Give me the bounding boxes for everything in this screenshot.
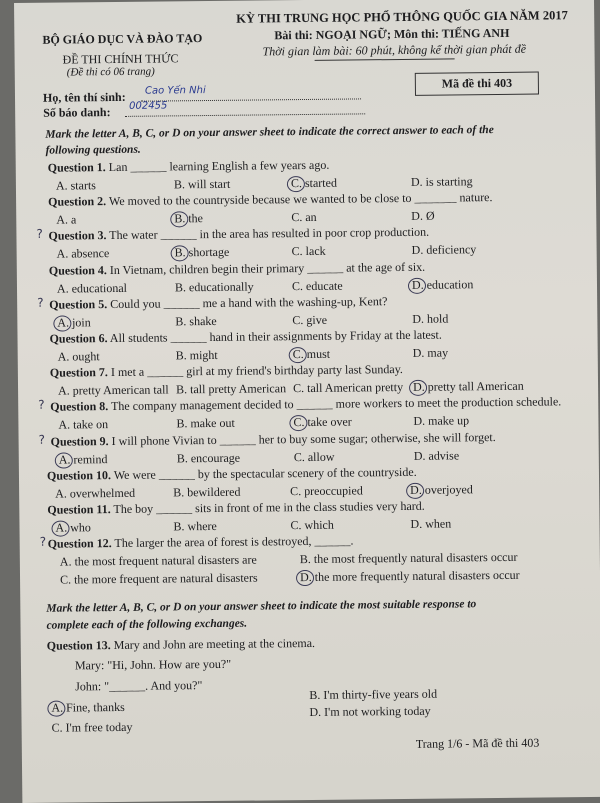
q11-option-d: D. when — [410, 516, 452, 531]
exam-page — [14, 0, 600, 803]
answer-circle — [406, 483, 424, 499]
q6-option-d: D. may — [412, 345, 449, 360]
pages-note: (Đề thi có 06 trang) — [66, 65, 155, 79]
q8-option-d: D. make up — [413, 413, 470, 429]
question-text: The company management decided to ______ more workers to meet the production schedule. — [110, 394, 562, 414]
answer-circle — [51, 520, 69, 536]
q7-option-b: B. tall pretty American — [175, 381, 287, 397]
answer-circle — [287, 176, 305, 192]
q5-option-b: B. shake — [175, 313, 217, 329]
q3-option-b: B. shortage — [175, 245, 230, 261]
question-number: Question 2. — [48, 194, 107, 209]
q1-option-c: C. started — [291, 176, 337, 191]
q3-option-d: D. deficiency — [411, 242, 477, 258]
q2-option-a: A. a — [56, 212, 77, 227]
pencil-mark-icon: ? — [38, 398, 45, 413]
answer-circle — [55, 452, 73, 468]
q11-option-c: C. which — [290, 517, 334, 533]
question-number: Question 10. — [46, 467, 112, 483]
exam-title: KỲ THI TRUNG HỌC PHỔ THÔNG QUỐC GIA NĂM 2017 — [236, 8, 568, 26]
question-5 — [49, 294, 387, 313]
question-text: We moved to the countryside because we wanted to be close to _______ nature. — [108, 190, 493, 209]
question-9 — [51, 430, 496, 450]
instruction-part1-line1: Mark the letter A, B, C, or D on your answer sheet to indicate the correct answer to each of the — [45, 124, 494, 141]
q5-option-a: A. join — [57, 315, 90, 330]
candidate-id-handwritten: 002455 — [129, 100, 168, 112]
instruction-part1-line2: following questions. — [45, 143, 141, 157]
question-text: The water ______ in the area has resulted in poor crop production. — [109, 225, 430, 243]
q4-option-c: C. educate — [291, 278, 343, 293]
question-text: I met a ______ girl at my friend's birthday party last Sunday. — [110, 362, 403, 380]
question-7 — [50, 362, 403, 381]
question-13 — [47, 636, 315, 654]
q13-option-d: D. I'm not working today — [309, 703, 431, 719]
q13-option-a: A. Fine, thanks — [51, 700, 124, 716]
official-label: ĐỀ THI CHÍNH THỨC — [62, 51, 179, 67]
q3-option-c: C. lack — [291, 244, 326, 259]
q12-option-c: C. the more frequent are natural disasters — [59, 570, 258, 587]
q5-option-d: D. hold — [412, 311, 449, 326]
answer-circle — [408, 277, 426, 293]
q8-option-b: B. make out — [176, 416, 235, 431]
q10-option-c: C. preoccupied — [290, 483, 363, 498]
q1-option-b: B. will start — [173, 176, 231, 192]
question-text: Could you ______ me a hand with the washing-up, Kent? — [110, 293, 388, 311]
question-text: The larger the area of forest is destroyed, ______. — [114, 533, 354, 551]
q10-option-a: A. overwhelmed — [55, 485, 136, 501]
exam-time: Thời gian làm bài: 60 phút, không kể thời gian phát đề — [262, 41, 527, 59]
q7-option-c: C. tall American pretty — [292, 380, 404, 396]
question-text: All students ______ hand in their assignments by Friday at the latest. — [109, 327, 442, 346]
q8-option-a: A. take on — [58, 417, 109, 432]
exam-subject: Bài thi: NGOẠI NGỮ; Môn thi: TIẾNG ANH — [274, 25, 510, 43]
question-3 — [48, 225, 429, 244]
q3-option-a: A. absence — [56, 246, 110, 261]
q6-option-b: B. might — [175, 347, 218, 363]
q2-option-b: B. the — [174, 211, 203, 226]
dialogue-john: John: "______. And you?" — [75, 678, 203, 694]
question-number: Question 5. — [49, 296, 108, 312]
answer-circle — [289, 347, 307, 363]
instruction-part2-line2: complete each of the following exchanges. — [46, 617, 248, 632]
q12-option-b: B. the most frequently natural disasters occur — [299, 549, 518, 567]
question-number: Question 6. — [49, 331, 108, 346]
q4-option-a: A. educational — [56, 280, 128, 296]
candidate-id-label: Số báo danh: — [43, 105, 111, 120]
question-text: We were ______ by the spectacular scenery of the countryside. — [113, 464, 417, 482]
q13-option-b: B. I'm thirty-five years old — [309, 686, 438, 702]
pencil-mark-icon: ? — [39, 534, 47, 549]
q2-option-c: C. an — [291, 210, 317, 225]
question-number: Question 11. — [47, 502, 111, 517]
question-13-number: Question 13. — [46, 638, 111, 653]
q13-option-c: C. I'm free today — [51, 719, 133, 735]
exam-code-box: Mã đề thi 403 — [415, 72, 539, 96]
q2-option-d: D. Ø — [411, 208, 435, 224]
question-number: Question 1. — [47, 160, 106, 175]
question-text: I will phone Vivian to ______ her to buy some sugar; otherwise, she will forget. — [111, 429, 496, 448]
question-2 — [48, 190, 493, 210]
q12-option-d: D. the more frequently natural disasters occur — [300, 568, 520, 585]
q4-option-b: B. educationally — [174, 279, 254, 294]
question-text: The boy ______ sits in front of me in the class studies very hard. — [113, 498, 425, 517]
pencil-mark-icon: ? — [38, 432, 46, 447]
question-1 — [48, 158, 330, 176]
candidate-name-handwritten: Cao Yến Nhi — [144, 85, 206, 97]
ministry-name: BỘ GIÁO DỤC VÀ ĐÀO TẠO — [42, 31, 203, 47]
q6-option-c: C. must — [293, 347, 330, 362]
q7-option-d: D. pretty tall American — [413, 379, 524, 395]
question-number: Question 4. — [48, 262, 107, 278]
q7-option-a: A. pretty American tall — [58, 382, 169, 398]
dialogue-mary: Mary: "Hi, John. How are you?" — [74, 656, 232, 673]
answer-circle — [47, 701, 65, 717]
question-number: Question 8. — [50, 399, 109, 415]
q9-option-b: B. encourage — [176, 450, 241, 465]
candidate-name-label: Họ, tên thí sinh: — [42, 89, 126, 105]
q10-option-b: B. bewildered — [173, 484, 241, 500]
q11-option-b: B. where — [173, 518, 217, 534]
pencil-mark-icon: ? — [37, 295, 44, 310]
question-number: Question 7. — [49, 365, 108, 380]
question-text: In Vietnam, children begin their primary ______ at the age of six. — [109, 259, 426, 277]
question-10 — [47, 465, 417, 484]
question-13-text: Mary and John are meeting at the cinema. — [113, 635, 316, 653]
question-4 — [49, 259, 425, 278]
question-number: Question 12. — [47, 536, 112, 551]
q5-option-c: C. give — [292, 312, 328, 327]
question-number: Question 9. — [50, 433, 109, 449]
q6-option-a: A. ought — [57, 349, 100, 364]
q8-option-c: C. take over — [293, 415, 351, 431]
answer-circle — [53, 315, 71, 331]
question-11 — [47, 499, 425, 518]
q9-option-c: C. allow — [293, 449, 335, 464]
question-number: Question 3. — [48, 228, 107, 244]
q4-option-d: D. education — [412, 277, 473, 293]
q9-option-d: D. advise — [413, 447, 460, 463]
q1-option-a: A. starts — [55, 178, 97, 193]
question-12 — [48, 534, 354, 552]
pencil-mark-icon: ? — [36, 227, 43, 242]
page-footer: Trang 1/6 - Mã đề thi 403 — [415, 735, 540, 751]
question-6 — [49, 328, 441, 347]
instruction-part2-line1: Mark the letter A, B, C, or D on your answer sheet to indicate the most suitable response to — [46, 598, 477, 615]
q10-option-d: D. overjoyed — [410, 482, 473, 498]
q11-option-a: A. who — [55, 520, 90, 535]
q12-option-a: A. the most frequent natural disasters are — [59, 552, 257, 569]
q9-option-a: A. remind — [59, 452, 108, 468]
q1-option-d: D. is starting — [410, 174, 473, 189]
question-text: Lan ______ learning English a few years ago. — [108, 157, 330, 175]
